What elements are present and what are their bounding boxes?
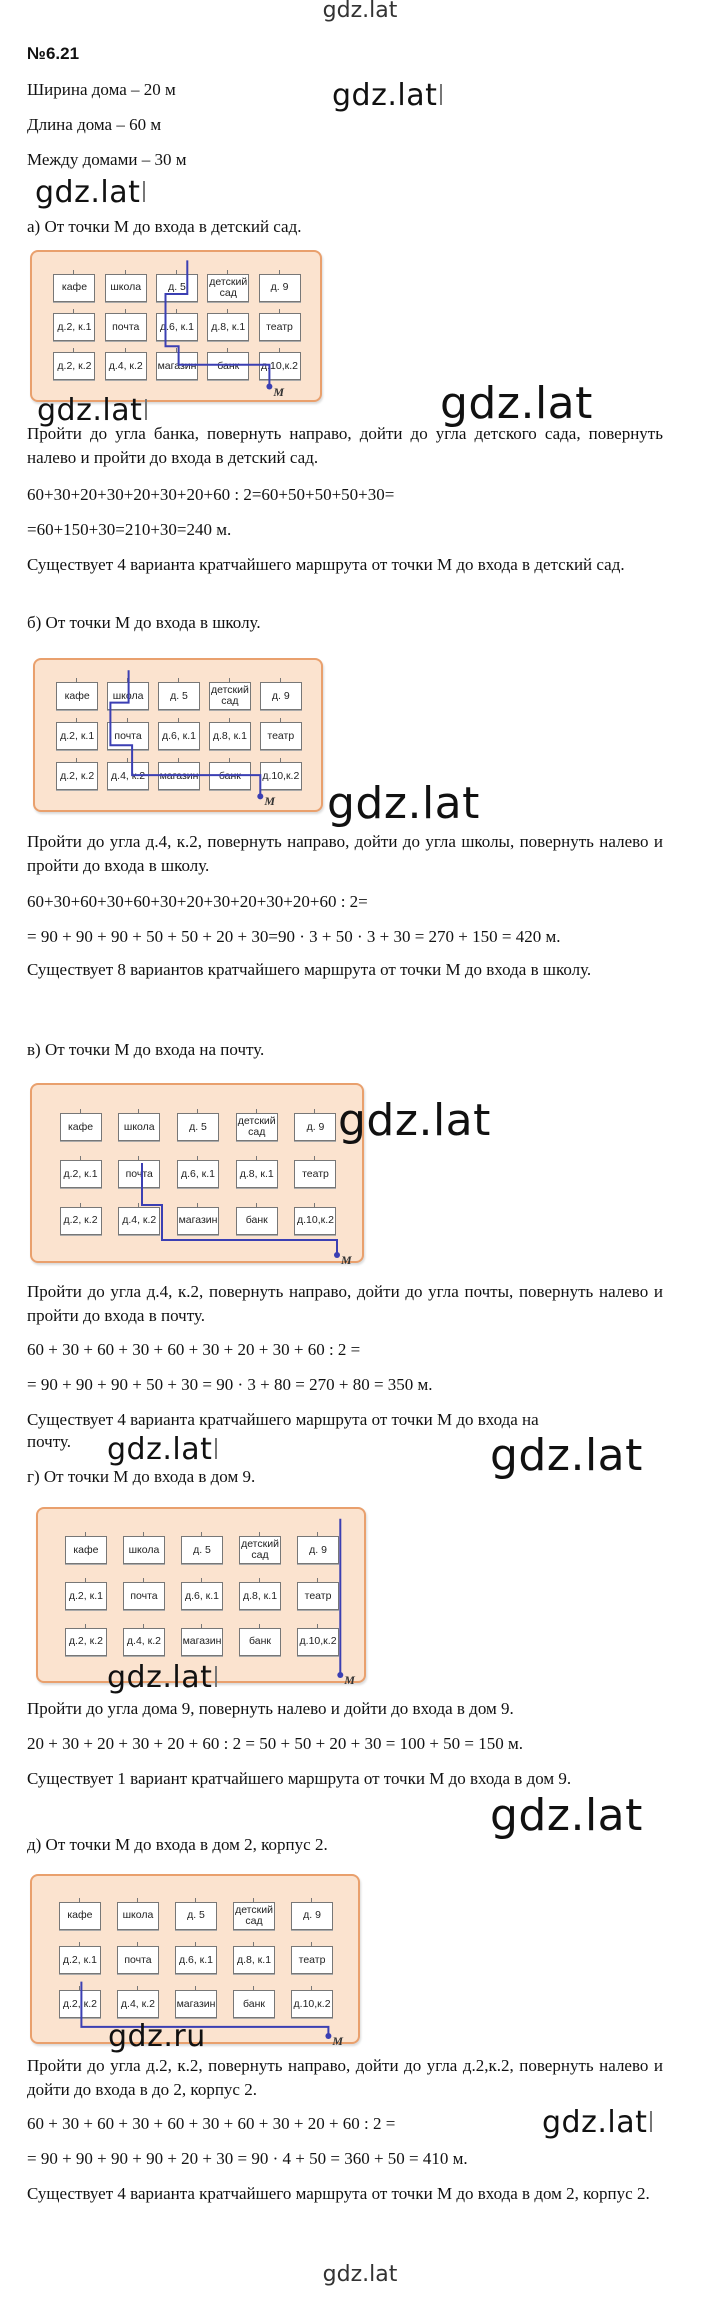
- building-cell: д.8, к.1: [236, 1160, 278, 1188]
- house-length: Длина дома – 60 м: [27, 115, 162, 134]
- section-e-text: Пройти до угла д.2, к.2, повернуть направо, дойти до угла д.2,к.2, повернуть налево и дойти до входа в до 2, корпус 2.: [27, 2056, 663, 2099]
- building-cell: д. 9: [291, 1902, 333, 1930]
- building-cell: д.6, к.1: [181, 1582, 223, 1610]
- building-cell: д. 9: [294, 1113, 336, 1141]
- route-path: [32, 252, 320, 400]
- watermark: gdz.lat: [332, 78, 442, 113]
- building-cell: театр: [260, 722, 302, 750]
- section-e-eq2: = 90 + 90 + 90 + 90 + 20 + 30 = 90 · 4 + 50 = 360 + 50 = 410 м.: [27, 2149, 468, 2168]
- building-cell: д.4, к.2: [105, 352, 147, 380]
- building-cell: школа: [107, 682, 149, 710]
- houses-gap: Между домами – 30 м: [27, 150, 187, 169]
- section-c-eq1: 60 + 30 + 60 + 30 + 60 + 30 + 20 + 30 + 60 : 2 =: [27, 1340, 361, 1359]
- section-a-heading: а) От точки М до входа в детский сад.: [27, 217, 302, 236]
- building-cell: театр: [259, 313, 301, 341]
- point-m-marker: [334, 1252, 340, 1258]
- section-e-eq1: 60 + 30 + 60 + 30 + 60 + 30 + 60 + 30 + 20 + 60 : 2 =: [27, 2114, 396, 2133]
- point-m-label: M: [332, 2034, 344, 2048]
- building-cell: д. 5: [158, 682, 200, 710]
- building-cell: д.4, к.2: [118, 1207, 160, 1235]
- building-cell: магазин: [177, 1207, 219, 1235]
- site-header: gdz.lat: [322, 0, 398, 23]
- building-cell: д. 5: [156, 274, 198, 302]
- section-e-heading: д) От точки М до входа в дом 2, корпус 2.: [27, 1835, 328, 1854]
- map-c: [30, 1083, 364, 1267]
- building-cell: театр: [297, 1582, 339, 1610]
- watermark: gdz.lat: [338, 1095, 491, 1146]
- building-cell: банк: [209, 762, 251, 790]
- map-b: [33, 658, 323, 812]
- building-cell: д. 5: [177, 1113, 219, 1141]
- section-c-result-line1: Существует 4 варианта кратчайшего маршрута от точки М до входа на: [27, 1410, 539, 1429]
- watermark-ru: gdz.ru: [108, 2019, 206, 2054]
- section-c-heading: в) От точки М до входа на почту.: [27, 1040, 265, 1059]
- watermark: gdz.lat: [35, 175, 145, 210]
- building-cell: д.8, к.1: [239, 1582, 281, 1610]
- building-cell: магазин: [175, 1990, 217, 2018]
- building-cell: почта: [118, 1160, 160, 1188]
- building-cell: д.2, к.2: [56, 762, 98, 790]
- point-m-marker: [266, 384, 272, 390]
- watermark: gdz.lat: [490, 1430, 643, 1481]
- route-path: [38, 1509, 364, 1681]
- building-cell: банк: [239, 1628, 281, 1656]
- building-cell: магазин: [181, 1628, 223, 1656]
- watermark: gdz.lat: [542, 2105, 652, 2140]
- building-cell: почта: [117, 1946, 159, 1974]
- point-m-marker: [257, 793, 263, 799]
- building-cell: д.10,к.2: [294, 1207, 336, 1235]
- point-m-marker: [337, 1672, 343, 1678]
- building-cell: д.2, к.2: [60, 1207, 102, 1235]
- section-d-result: Существует 1 вариант кратчайшего маршрута от точки М до входа в дом 9.: [27, 1769, 572, 1788]
- watermark: gdz.lat: [107, 1432, 217, 1467]
- watermark: gdz.lat: [37, 393, 147, 428]
- building-cell: д. 9: [297, 1536, 339, 1564]
- watermark: gdz.lat: [440, 378, 593, 429]
- building-cell: банк: [233, 1990, 275, 2018]
- building-cell: д. 5: [181, 1536, 223, 1564]
- building-cell: д.10,к.2: [291, 1990, 333, 2018]
- building-cell: кафе: [53, 274, 95, 302]
- building-cell: д. 5: [175, 1902, 217, 1930]
- point-m-label: M: [264, 794, 275, 809]
- building-cell: д.6, к.1: [175, 1946, 217, 1974]
- building-cell: д.2, к.1: [59, 1946, 101, 1974]
- section-d-heading: г) От точки М до входа в дом 9.: [27, 1467, 256, 1486]
- building-cell: д. 9: [260, 682, 302, 710]
- building-cell: д.4, к.2: [123, 1628, 165, 1656]
- building-cell: школа: [123, 1536, 165, 1564]
- building-cell: кафе: [59, 1902, 101, 1930]
- building-cell: д.6, к.1: [177, 1160, 219, 1188]
- section-a-eq2: =60+150+30=210+30=240 м.: [27, 520, 232, 539]
- building-cell: д.8, к.1: [209, 722, 251, 750]
- building-cell: детский сад: [233, 1902, 275, 1930]
- building-cell: школа: [118, 1113, 160, 1141]
- building-cell: кафе: [60, 1113, 102, 1141]
- section-d-text: Пройти до угла дома 9, повернуть налево и дойти до входа в дом 9.: [27, 1699, 514, 1718]
- building-cell: почта: [107, 722, 149, 750]
- building-cell: д.8, к.1: [207, 313, 249, 341]
- building-cell: детский сад: [207, 274, 249, 302]
- building-cell: д.8, к.1: [233, 1946, 275, 1974]
- task-number: №6.21: [27, 44, 80, 63]
- building-cell: банк: [207, 352, 249, 380]
- building-cell: кафе: [56, 682, 98, 710]
- section-c-text: Пройти до угла д.4, к.2, повернуть направо, дойти до угла почты, повернуть налево и пройти до входа в почту.: [27, 1282, 663, 1325]
- map-d: [36, 1507, 366, 1687]
- building-cell: д.2, к.1: [53, 313, 95, 341]
- building-cell: детский сад: [209, 682, 251, 710]
- building-cell: детский сад: [239, 1536, 281, 1564]
- section-c-result-line2: почту.: [27, 1432, 71, 1451]
- building-cell: д.10,к.2: [297, 1628, 339, 1656]
- section-a-eq1: 60+30+20+30+20+30+20+60 : 2=60+50+50+50+30=: [27, 485, 395, 504]
- building-cell: кафе: [65, 1536, 107, 1564]
- building-cell: школа: [105, 274, 147, 302]
- building-cell: театр: [291, 1946, 333, 1974]
- building-cell: д.6, к.1: [156, 313, 198, 341]
- watermark: gdz.lat: [107, 1660, 217, 1695]
- watermark: gdz.lat: [490, 1790, 643, 1841]
- section-b-text: Пройти до угла д.4, к.2, повернуть направо, дойти до угла школы, повернуть налево и пройти до входа в школу.: [27, 832, 663, 875]
- route-path: [32, 1085, 362, 1261]
- point-m-marker: [325, 2033, 331, 2039]
- section-a-result: Существует 4 варианта кратчайшего маршрута от точки М до входа в детский сад.: [27, 555, 625, 574]
- section-a-text: Пройти до угла банка, повернуть направо, дойти до угла детского сада, повернуть налево и пройти до входа в детский сад.: [27, 424, 663, 467]
- building-cell: д.4, к.2: [107, 762, 149, 790]
- building-cell: д.2, к.2: [59, 1990, 101, 2018]
- building-cell: д.2, к.1: [60, 1160, 102, 1188]
- map-a: [30, 250, 322, 402]
- building-cell: магазин: [156, 352, 198, 380]
- building-cell: д.10,к.2: [260, 762, 302, 790]
- building-cell: д.2, к.2: [53, 352, 95, 380]
- section-c-eq2: = 90 + 90 + 90 + 50 + 30 = 90 · 3 + 80 = 270 + 80 = 350 м.: [27, 1375, 433, 1394]
- building-cell: д.4, к.2: [117, 1990, 159, 2018]
- section-b-result: Существует 8 вариантов кратчайшего маршрута от точки М до входа в школу.: [27, 960, 592, 979]
- building-cell: д.2, к.1: [56, 722, 98, 750]
- building-cell: банк: [236, 1207, 278, 1235]
- building-cell: д.6, к.1: [158, 722, 200, 750]
- route-path: [32, 1876, 358, 2042]
- section-b-heading: б) От точки М до входа в школу.: [27, 613, 261, 632]
- building-cell: д.2, к.2: [65, 1628, 107, 1656]
- building-cell: д.2, к.1: [65, 1582, 107, 1610]
- section-e-result: Существует 4 варианта кратчайшего маршрута от точки М до входа в дом 2, корпус 2.: [27, 2184, 650, 2203]
- building-cell: магазин: [158, 762, 200, 790]
- building-cell: театр: [294, 1160, 336, 1188]
- section-b-eq2: = 90 + 90 + 90 + 50 + 50 + 20 + 30=90 · 3 + 50 · 3 + 30 = 270 + 150 = 420 м.: [27, 927, 561, 946]
- building-cell: школа: [117, 1902, 159, 1930]
- point-m-label: M: [273, 384, 285, 399]
- building-cell: д.10,к.2: [259, 352, 301, 380]
- building-cell: детский сад: [236, 1113, 278, 1141]
- building-cell: почта: [105, 313, 147, 341]
- point-m-label: M: [344, 1673, 355, 1687]
- building-cell: почта: [123, 1582, 165, 1610]
- section-b-eq1: 60+30+60+30+60+30+20+30+20+30+20+60 : 2=: [27, 892, 368, 911]
- section-d-eq1: 20 + 30 + 20 + 30 + 20 + 60 : 2 = 50 + 50 + 20 + 30 = 100 + 50 = 150 м.: [27, 1734, 524, 1753]
- building-cell: д. 9: [259, 274, 301, 302]
- route-path: [35, 660, 321, 810]
- site-footer: gdz.lat: [322, 2262, 398, 2287]
- point-m-label: M: [341, 1253, 352, 1267]
- watermark: gdz.lat: [327, 778, 480, 829]
- house-width: Ширина дома – 20 м: [27, 80, 176, 99]
